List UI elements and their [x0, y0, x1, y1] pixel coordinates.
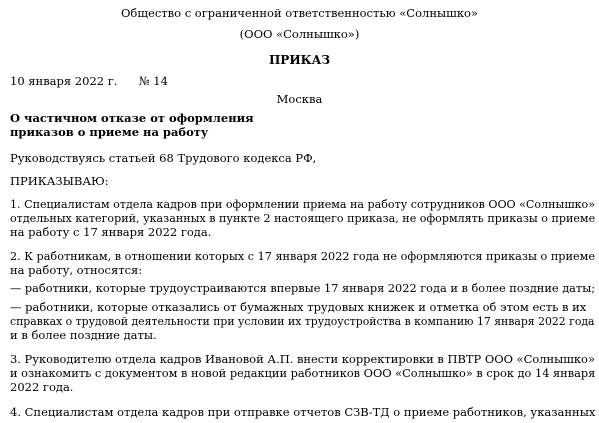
paragraph-3-line-2: и ознакомить с документом в новой редакции работников ООО «Солнышко» в срок до 14 января: [10, 366, 596, 380]
order-word: ПРИКАЗЫВАЮ:: [10, 174, 109, 188]
subject-line-2: приказов о приеме на работу: [10, 125, 209, 139]
preamble: Руководствуясь статьей 68 Трудового кодекса РФ,: [10, 151, 317, 165]
paragraph-2-line-1: 2. К работникам, в отношении которых с 17 января 2022 года не оформляются приказы о приеме: [10, 249, 596, 263]
document-type: ПРИКАЗ: [268, 53, 331, 67]
paragraph-2-item-2-line-1: — работники, которые отказались от бумажных трудовых книжек и отметка об этом есть в их: [10, 300, 587, 314]
org-short-name: (ООО «Солнышко»): [239, 27, 360, 41]
paragraph-2-item-2-line-3: и в более поздние даты.: [10, 328, 157, 342]
date-number-line: [10, 74, 168, 88]
paragraph-3-line-1: 3. Руководителю отдела кадров Ивановой А.П. внести корректировки в ПВТР ООО «Солнышко»: [10, 352, 595, 366]
paragraph-1-line-3: на работу с 17 января 2022 года.: [10, 225, 212, 239]
paragraph-2-item-2-line-2: справках о трудовой деятельности при условии их трудоустройства в компанию 17 января 2022 года: [10, 314, 595, 328]
paragraph-1-line-1: 1. Специалистам отдела кадров при оформлении приема на работу сотрудников ООО «Солнышко»: [10, 197, 596, 211]
paragraph-2-line-2: на работу, относятся:: [10, 263, 143, 277]
order-date: 10 января 2022 г.: [10, 74, 118, 88]
paragraph-2-item-1: — работники, которые трудоустраиваются впервые 17 января 2022 года и в более поздние даты;: [10, 281, 596, 295]
org-full-name: Общество с ограниченной ответственностью «Солнышко»: [121, 6, 478, 20]
paragraph-4-line-1: 4. Специалистам отдела кадров при отправке отчетов СЗВ-ТД о приеме работников, указанных: [10, 405, 596, 419]
order-number: № 14: [138, 74, 168, 88]
paragraph-3-line-3: 2022 года.: [10, 380, 74, 394]
city: Москва: [276, 92, 323, 106]
subject-line-1: О частичном отказе от оформления: [10, 111, 254, 125]
paragraph-1-line-2: отдельных категорий, указанных в пункте 2 настоящего приказа, не оформлять приказы о приеме: [10, 211, 596, 225]
